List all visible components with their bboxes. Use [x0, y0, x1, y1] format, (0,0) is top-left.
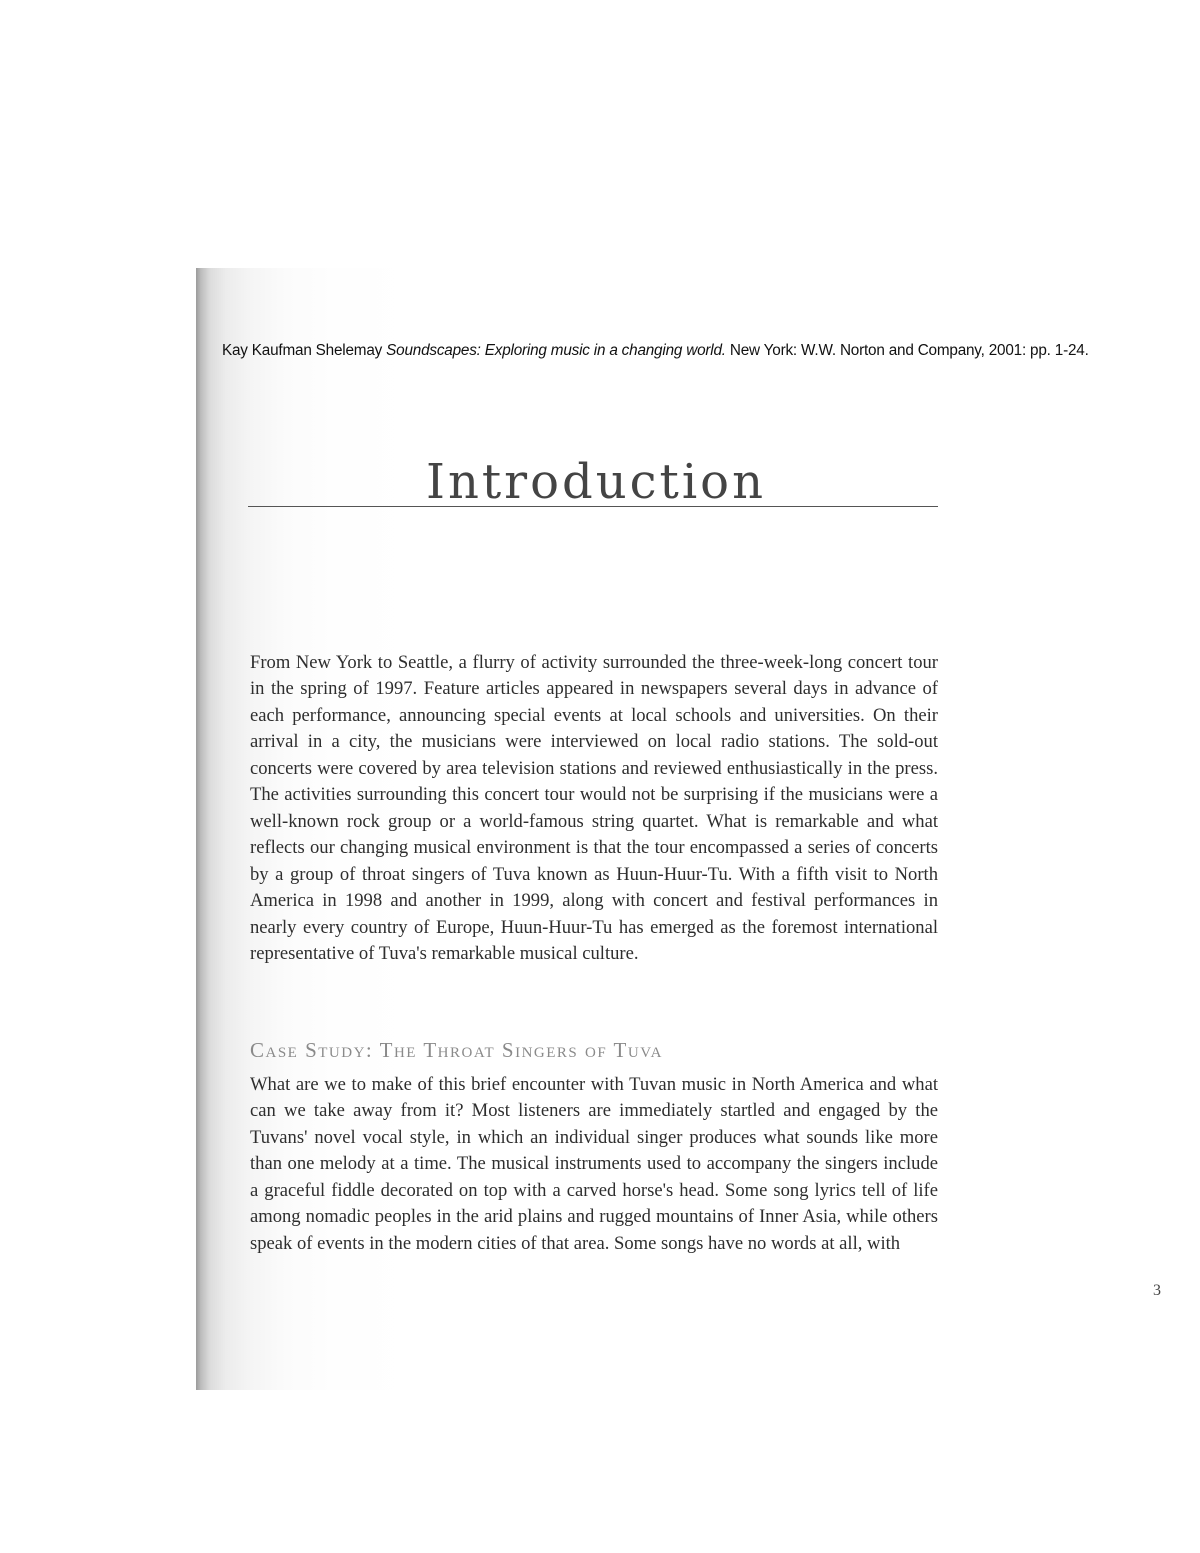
section-heading: Case Study: The Throat Singers of Tuva — [250, 1038, 663, 1062]
page-number: 3 — [1153, 1282, 1161, 1299]
citation-book-title: Soundscapes: Exploring music in a changing world. — [386, 342, 726, 359]
chapter-title: Introduction — [426, 454, 766, 510]
chapter-title-block — [248, 456, 938, 510]
section-paragraph: What are we to make of this brief encounter with Tuvan music in North America and what can we take away from it? Most listeners are immediately startled and engaged by the Tuvans' novel vocal style, in which an individual singer produces what sounds like more than one melody at a time. The musical instruments used to accompany the singers include a graceful fiddle decorated on top with a carved horse's head. Some song lyrics tell of life among nomadic peoples in the arid plains and rugged mountains of Inner Asia, while others speak of events in the modern cities of that area. Some songs have no words at all, with — [250, 1074, 938, 1254]
citation-author: Kay Kaufman Shelemay — [222, 342, 387, 359]
citation-line — [222, 342, 1182, 360]
intro-paragraph: From New York to Seattle, a flurry of activity surrounded the three-week-long concert tour in the spring of 1997. Feature articles appeared in newspapers several days in advance of each performance, announcing special events at local schools and universities. On their arrival in a city, the musicians were interviewed on local radio stations. The sold-out concerts were covered by area television stations and reviewed enthusiastically in the press. The activities surrounding this concert tour would not be surprising if the musicians were a well-known rock group or a world-famous string quartet. What is remarkable and what reflects our changing musical environment is that the tour encompassed a series of concerts by a group of throat singers of Tuva known as Huun-Huur-Tu. With a fifth visit to North America in 1998 and another in 1999, along with concert and festival performances in nearly every country of Europe, Huun-Huur-Tu has emerged as the foremost international representative of Tuva's remarkable musical culture. — [250, 652, 938, 964]
citation-publisher: New York: W.W. Norton and Company, 2001: pp. 1-24. — [725, 342, 1089, 359]
